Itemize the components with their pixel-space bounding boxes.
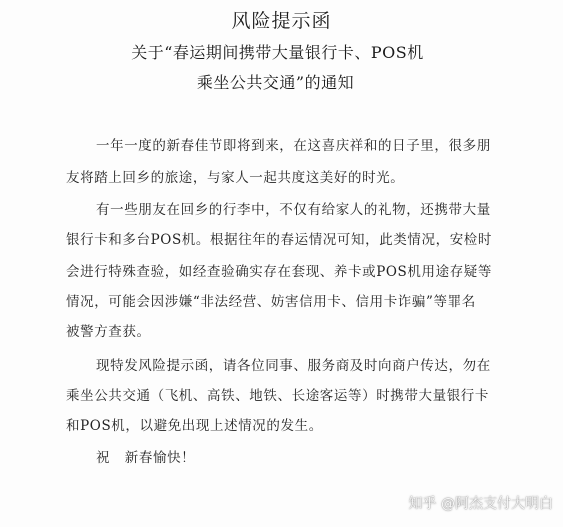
paragraph-2-line: 被警方查获。 bbox=[66, 324, 151, 340]
closing-line: 祝 新春愉快！ bbox=[96, 450, 196, 466]
paragraph-2-line: 有一些朋友在回乡的行李中，不仅有给家人的礼物，还携带大量 bbox=[96, 202, 491, 218]
paragraph-1-line: 一年一度的新春佳节即将到来，在这喜庆祥和的日子里，很多朋 bbox=[96, 138, 491, 154]
paragraph-3-line: 和POS机，以避免出现上述情况的发生。 bbox=[66, 418, 323, 434]
paragraph-2-line: 银行卡和多台POS机。根据往年的春运情况可知，此类情况，安检时 bbox=[66, 232, 492, 248]
document-subtitle-line2: 乘坐公共交通”的通知 bbox=[196, 73, 355, 92]
document-title: 风险提示函 bbox=[231, 10, 332, 32]
paragraph-1-line: 友将踏上回乡的旅途，与家人一起共度这美好的时光。 bbox=[66, 170, 405, 186]
paragraph-3-line: 现特发风险提示函，请各位同事、服务商及时向商户传达，勿在 bbox=[96, 358, 491, 374]
paragraph-2-line: 会进行特殊查验，如经查验确实存在套现、养卡或POS机用途存疑等 bbox=[66, 264, 492, 280]
document-subtitle-line1: 关于“春运期间携带大量银行卡、POS机 bbox=[131, 43, 424, 62]
paragraph-3-line: 乘坐公共交通（飞机、高铁、地铁、长途客运等）时携带大量银行卡 bbox=[66, 388, 489, 404]
paragraph-2-line: 情况，可能会因涉嫌“非法经营、妨害信用卡、信用卡诈骗”等罪名 bbox=[66, 294, 476, 310]
watermark: 知乎 @阿杰支付大明白 bbox=[408, 496, 553, 512]
